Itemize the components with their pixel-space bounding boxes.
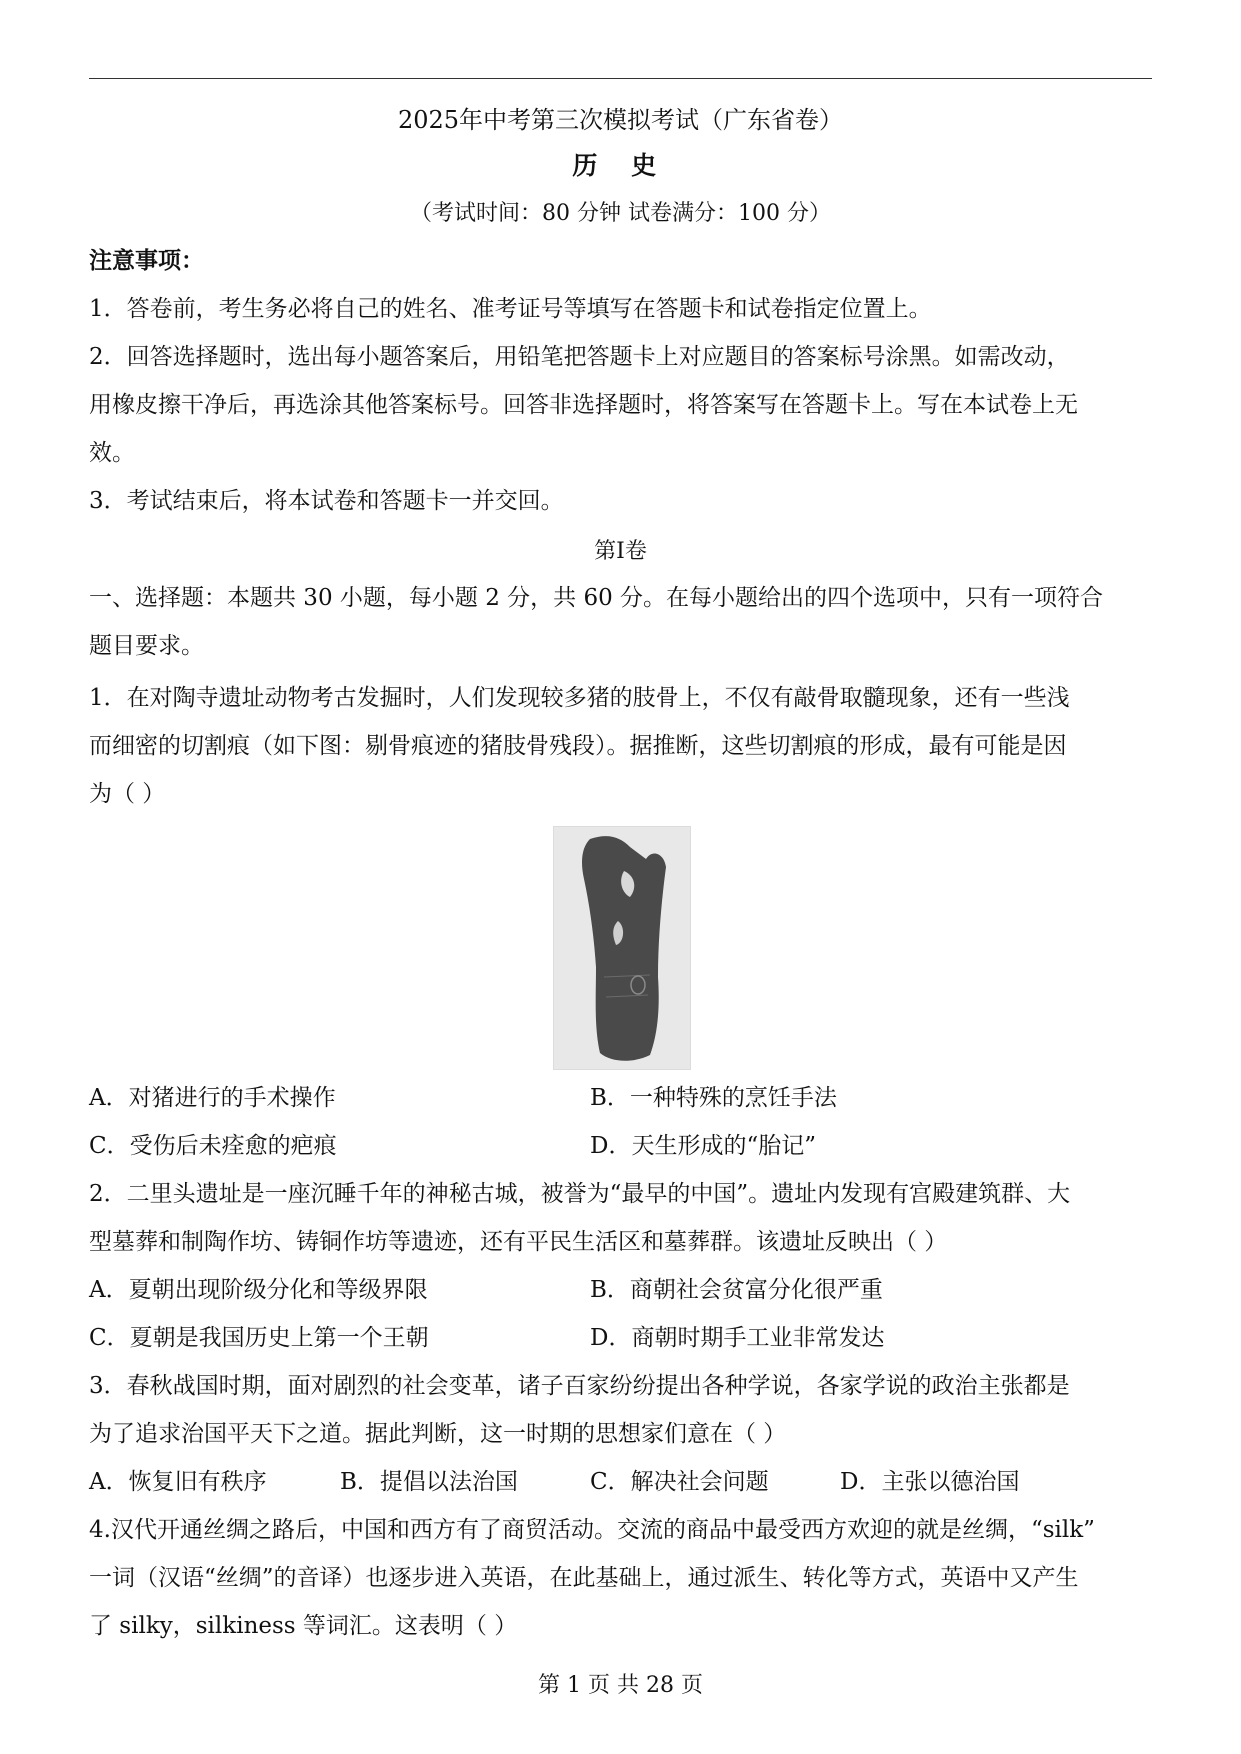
page-footer: 第 1 页 共 28 页: [538, 1673, 703, 1698]
question-2-stem: 型墓葬和制陶作坊、铸铜作坊等遗迹，还有平民生活区和墓葬群。该遗址反映出（ ）: [89, 1229, 948, 1255]
question-3-stem: 3．春秋战国时期，面对剧烈的社会变革，诸子百家纷纷提出各种学说，各家学说的政治主张都是: [89, 1373, 1070, 1399]
question-4-stem: 4.汉代开通丝绸之路后，中国和西方有了商贸活动。交流的商品中最受西方欢迎的就是丝绸，“silk”: [89, 1517, 1095, 1543]
question-1-option-d: D．天生形成的“胎记”: [590, 1133, 816, 1159]
section-intro: 一、选择题：本题共 30 小题，每小题 2 分，共 60 分。在每小题给出的四个选项中，只有一项符合: [89, 585, 1104, 611]
question-3-option-b: B．提倡以法治国: [340, 1469, 518, 1495]
question-4-stem: 一词（汉语“丝绸”的音译）也逐步进入英语，在此基础上，通过派生、转化等方式，英语中又产生: [89, 1565, 1079, 1591]
question-2-option-b: B．商朝社会贫富分化很严重: [590, 1277, 883, 1303]
notice-line: 效。: [89, 440, 135, 466]
question-4-stem: 了 silky，silkiness 等词汇。这表明（ ）: [89, 1613, 518, 1639]
question-2-option-c: C．夏朝是我国历史上第一个王朝: [89, 1325, 429, 1351]
subject-title: 历 史: [572, 151, 669, 180]
question-2-stem: 2．二里头遗址是一座沉睡千年的神秘古城，被誉为“最早的中国”。遗址内发现有宫殿建筑群、大: [89, 1181, 1071, 1207]
question-1-stem: 而细密的切割痕（如下图：剔骨痕迹的猪肢骨残段）。据推断，这些切割痕的形成，最有可能是因: [89, 733, 1067, 759]
notice-line: 2．回答选择题时，选出每小题答案后，用铅笔把答题卡上对应题目的答案标号涂黑。如需改动，: [89, 344, 1070, 370]
question-1-option-c: C．受伤后未痊愈的疤痕: [89, 1133, 337, 1159]
notice-line: 3．考试结束后，将本试卷和答题卡一并交回。: [89, 488, 564, 514]
question-2-option-a: A．夏朝出现阶级分化和等级界限: [89, 1277, 428, 1303]
question-1-option-b: B．一种特殊的烹饪手法: [590, 1085, 837, 1111]
notice-line: 1．答卷前，考生务必将自己的姓名、准考证号等填写在答题卡和试卷指定位置上。: [89, 296, 932, 322]
question-3-option-d: D．主张以德治国: [840, 1469, 1020, 1495]
top-rule: [89, 78, 1152, 79]
question-1-stem: 为（ ）: [89, 781, 166, 807]
notice-line: 用橡皮擦干净后，再选涂其他答案标号。回答非选择题时，将答案写在答题卡上。写在本试卷上无: [89, 392, 1078, 418]
pig-bone-photo: [553, 826, 691, 1070]
notice-heading: 注意事项：: [89, 247, 204, 274]
question-1-option-a: A．对猪进行的手术操作: [89, 1085, 336, 1111]
question-1-stem: 1．在对陶寺遗址动物考古发掘时，人们发现较多猪的肢骨上，不仅有敲骨取髓现象，还有一些浅: [89, 685, 1070, 711]
volume-label: 第Ⅰ卷: [594, 539, 647, 564]
question-3-stem: 为了追求治国平天下之道。据此判断，这一时期的思想家们意在（ ）: [89, 1421, 787, 1447]
question-3-option-c: C．解决社会问题: [590, 1469, 769, 1495]
exam-info: （考试时间：80 分钟 试卷满分：100 分）: [410, 201, 831, 226]
question-2-option-d: D．商朝时期手工业非常发达: [590, 1325, 885, 1351]
section-intro: 题目要求。: [89, 633, 204, 659]
bone-fragment-image: [554, 827, 690, 1069]
exam-title: 2025年中考第三次模拟考试（广东省卷）: [397, 106, 844, 134]
question-3-option-a: A．恢复旧有秩序: [89, 1469, 267, 1495]
